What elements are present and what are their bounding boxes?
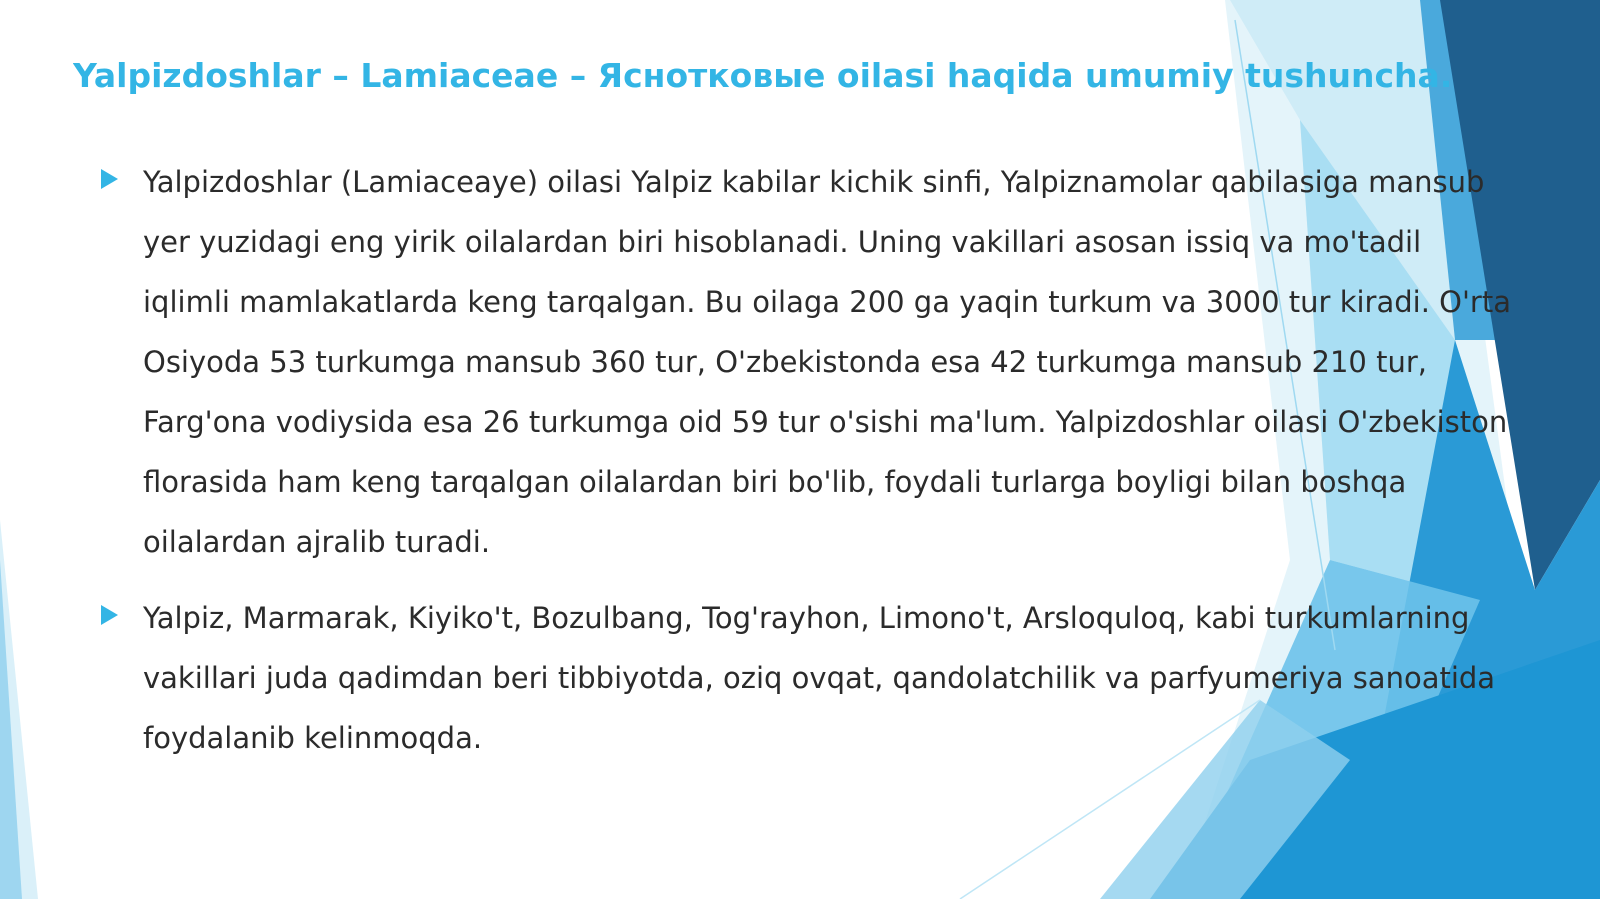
bullet-item	[96, 152, 1516, 572]
bullet-text: Yalpizdoshlar (Lamiaceaye) oilasi Yalpiz kabilar kichik sinfi, Yalpiznamolar qabilasiga mansub yer yuzidagi eng yirik oilalardan biri hisoblanadi. Uning vakillari asosan issiq va mo'tadil iqlimli mamlakatlarda keng tarqalgan. Bu oilaga 200 ga yaqin turkum va 3000 tur kiradi. O'rta Osiyoda 53 turkumga mansub 360 tur, O'zbekistonda esa 42 turkumga mansub 210 tur, Farg'ona vodiysida esa 26 turkumga oid 59 tur o'sishi ma'lum. Yalpizdoshlar oilasi O'zbekiston florasida ham keng tarqalgan oilalardan biri bo'lib, foydali turlarga boyligi bilan boshqa oilalardan ajralib turadi.	[143, 165, 1511, 559]
bullet-list	[96, 152, 1516, 784]
bullet-item	[96, 588, 1516, 768]
triangle-bullet-icon	[101, 169, 118, 189]
bullet-text: Yalpiz, Marmarak, Kiyiko't, Bozulbang, Tog'rayhon, Limono't, Arsloquloq, kabi turkumlarning vakillari juda qadimdan beri tibbiyotda, oziq ovqat, qandolatchilik va parfyumeriya sanoatida foydalanib kelinmoqda.	[143, 601, 1496, 755]
triangle-bullet-icon	[101, 605, 118, 625]
slide-title: Yalpizdoshlar – Lamiaceae – Яснотковые oilasi haqida umumiy tushuncha.	[73, 56, 1453, 95]
